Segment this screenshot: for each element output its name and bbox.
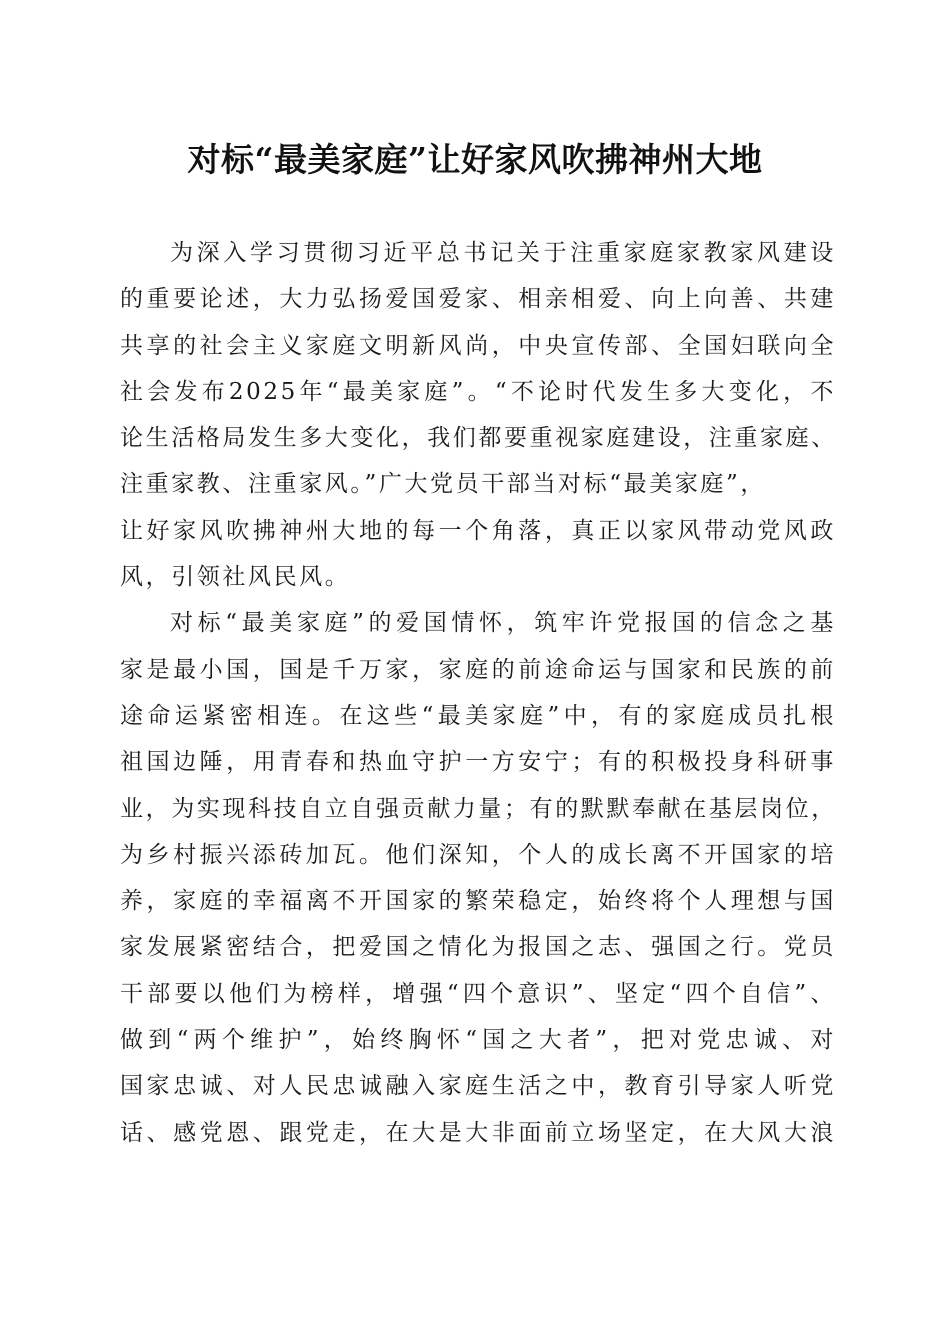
paragraph-line: 业，为实现科技自立自强贡献力量；有的默默奉献在基层岗位， <box>120 795 837 822</box>
paragraph-1 <box>120 230 836 600</box>
paragraph-line: 话、感党恩、跟党走，在大是大非面前立场坚定，在大风大浪 <box>120 1119 836 1146</box>
paragraph-2 <box>120 600 836 1156</box>
paragraph-line: 养，家庭的幸福离不开国家的繁荣稳定，始终将个人理想与国 <box>120 888 836 915</box>
paragraph-line: 注重家教、注重家风。”广大党员干部当对标“最美家庭”， <box>120 471 766 498</box>
paragraph-line: 祖国边陲，用青春和热血守护一方安宁；有的积极投身科研事 <box>120 749 836 776</box>
paragraph-line: 途命运紧密相连。在这些“最美家庭”中，有的家庭成员扎根 <box>120 702 836 729</box>
document-body <box>120 230 836 1156</box>
paragraph-line: 共享的社会主义家庭文明新风尚，中央宣传部、全国妇联向全 <box>120 332 836 359</box>
document-title: 对标“最美家庭”让好家风吹拂神州大地 <box>187 140 763 179</box>
paragraph-line: 论生活格局发生多大变化，我们都要重视家庭建设，注重家庭、 <box>120 425 837 452</box>
paragraph-line: 风，引领社风民风。 <box>120 564 351 591</box>
paragraph-line: 做到“两个维护”，始终胸怀“国之大者”，把对党忠诚、对 <box>120 1027 836 1054</box>
paragraph-line: 家是最小国，国是千万家，家庭的前途命运与国家和民族的前 <box>120 656 836 683</box>
paragraph-line: 干部要以他们为榜样，增强“四个意识”、坚定“四个自信”、 <box>120 980 836 1007</box>
paragraph-line: 国家忠诚、对人民忠诚融入家庭生活之中，教育引导家人听党 <box>120 1073 836 1100</box>
paragraph-line: 社会发布2025年“最美家庭”。“不论时代发生多大变化，不 <box>120 378 836 405</box>
paragraph-line: 让好家风吹拂神州大地的每一个角落，真正以家风带动党风政 <box>120 517 836 544</box>
paragraph-line: 家发展紧密结合，把爱国之情化为报国之志、强国之行。党员 <box>120 934 836 961</box>
paragraph-line: 为乡村振兴添砖加瓦。他们深知，个人的成长离不开国家的培 <box>120 841 836 868</box>
paragraph-line: 对标“最美家庭”的爱国情怀，筑牢许党报国的信念之基 <box>170 610 836 637</box>
paragraph-line: 为深入学习贯彻习近平总书记关于注重家庭家教家风建设 <box>170 240 836 266</box>
paragraph-line: 的重要论述，大力弘扬爱国爱家、相亲相爱、向上向善、共建 <box>120 286 836 313</box>
